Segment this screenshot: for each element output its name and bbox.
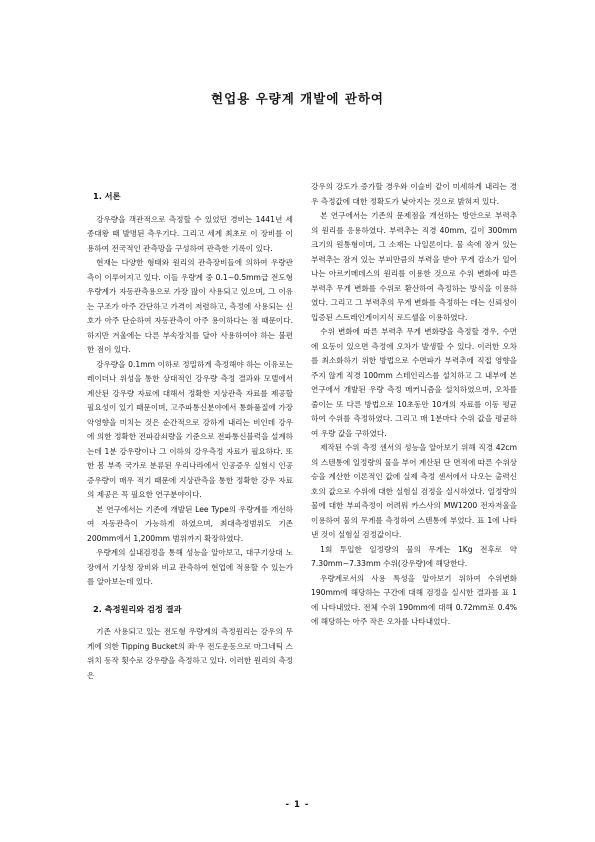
paragraph: 우량계로서의 사용 특성을 알아보기 위하여 수위변화 190mm에 해당하는 구간에 대해 검정을 실시한 결과를 표 1 에 나타내었다. 전체 수위 190mm에 대해 0.72mm로 0.4%에 해당하는 아주 작은 오차를 나타내었다.: [311, 573, 517, 626]
paragraph: 강우의 강도가 증가할 경우와 이슬비 같이 미세하게 내리는 경우 측정값에 대한 정확도가 낮아지는 것으로 밝혀져 있다.: [311, 182, 517, 206]
paragraph: 기존 사용되고 있는 전도형 우량계의 측정원리는 강우의 무게에 의한 Tipping Bucket의 좌·우 전도운동으로 마그네틱 스위치 동작 횟수로 강우량을 측정하고 있다. 이러한 원리의 측정은: [87, 627, 293, 680]
paragraph: 본 연구에서는 기존에 개발된 Lee Type의 우량계를 개선하여 자동관측이 가능하게 하였으며, 최대측정범위도 기존 200mm에서 1,200mm 범위까지 확장하였다.: [87, 504, 293, 543]
paragraph: 현재는 다양한 형태와 원리의 관측장비들에 의하여 우량관측이 이루어지고 있다. 이들 우량계 중 0.1∼0.5mm급 전도형 우량계가 자동관측용으로 가장 많이 사용되고 있으며, 그 이유는 구조가 아주 간단하고 가격이 저렴하고, 측정에 사용되는 신호가 아주 단순하여 자동관측이 아주 용이하다는 점 때문이다. 하지만 겨울에는 다른 부속장치를 달아 사용하여야 하는 불편한 점이 있다.: [87, 258, 293, 354]
paragraph: 강우량을 객관적으로 측정할 수 있었던 경비는 1441년 세종대왕 때 발명된 측우기다. 그리고 세계 최초로 이 장비를 이용하여 전국적인 관측망을 구성하여 관측한 기록이 있다.: [87, 214, 293, 253]
paper-title: 현업용 우량계 개발에 관하여: [211, 91, 384, 106]
paragraph: 본 연구에서는 기존의 문제점을 개선하는 방안으로 부력추의 원리를 응용하였다. 부력추는 직경 40mm, 길이 300mm 크기의 원통형이며, 그 소재는 나일론이다. 물 속에 잠겨 있는 부력추는 잠겨 있는 부피만큼의 부력을 받아 무게 감소가 일어나는 아르키메데스의 원리를 이용한 것으로 수위 변화에 따른 부력추 무게 변화를 수위로 환산하여 측정하는 방식을 이용하였다. 그리고 그 부력추의 무게 변화를 측정하는 데는 신뢰성이 입증된 스트레인게이지식 로드셀을 이용하였다.: [311, 211, 517, 322]
left-column: [87, 180, 293, 683]
paragraph: 1회 투입한 일정량의 물의 무게는 1Kg 전후로 약 7.30mm∼7.33mm 수위(강우량)에 해당한다.: [311, 544, 517, 568]
section-2-heading: 2. 측정원리와 검정 결과: [93, 603, 182, 614]
paragraph: 우량계의 실내검정을 통해 성능을 알아보고, 대구기상대 노장에서 기상청 장비와 비교 관측하여 현업에 적용할 수 있는가를 알아보는데 있다.: [87, 548, 293, 586]
page-number: - 1 -: [285, 800, 310, 810]
paragraph: 제작된 수위 측정 센서의 성능을 알아보기 위해 직경 42cm의 스텐통에 일정량의 물을 부어 계산된 단 면적에 따른 수위상승을 계산한 이론적인 값에 실제 측정 센서에서 나오는 출력신호의 값으로 수위에 대한 실험실 검정을 실시하였다. 일정량의 물에 대한 부피측정이 어려워 카스사의 MW1200 전자저울을 이용하여 물의 무게를 측정하여 스텐통에 부었다. 표 1에 나타낸 것이 실험실 검정값이다.: [311, 443, 517, 539]
right-column: [311, 180, 517, 630]
paragraph: 수위 변화에 따른 부력추 무게 변화량을 측정할 경우, 수면에 요동이 있으면 측정에 오차가 발생할 수 있다. 이러한 오차를 최소화하기 위한 방법으로 수면파가 부력추에 직접 영향을 주지 않게 직경 100mm 스테인리스를 설치하고 그 내부에 본 연구에서 개발된 우량 측정 메커니즘을 설치하였으며, 오차를 줄이는 또 다른 방법으로 10초동안 10개의 자료를 이동 평균하여 수위를 측정하였다. 그리고 매 1분마다 수위 값을 평균하여 우량 값을 구하였다.: [311, 327, 517, 438]
paragraph: 강우량을 0.1mm 이하로 정밀하게 측정해야 하는 이유로는 레이더나 위성을 통한 상대적인 강우량 측정 결과와 모델에서 계산된 강우량 자료에 대해서 정확한 지상관측 자료를 제공할 필요성이 있기 때문이며, 고주파통신분야에서 통화품질에 가장 악영향을 미치는 것은 순간적으로 강하게 내리는 비인데 강우에 의한 정확한 전파감쇠량을 기준으로 전파통신블럭을 설계하는데 1분 강우량이나 그 이하의 강우측정 자료가 필요하다. 또한 봄 부족 국가로 분류된 우리나라에서 인공증우 실험시 인공증우량이 매우 적기 때문에 지상관측을 통한 정확한 강우 자료의 제공은 꼭 필요한 연구분야이다.: [87, 359, 293, 499]
section-1-heading: 1. 서론: [93, 191, 121, 201]
